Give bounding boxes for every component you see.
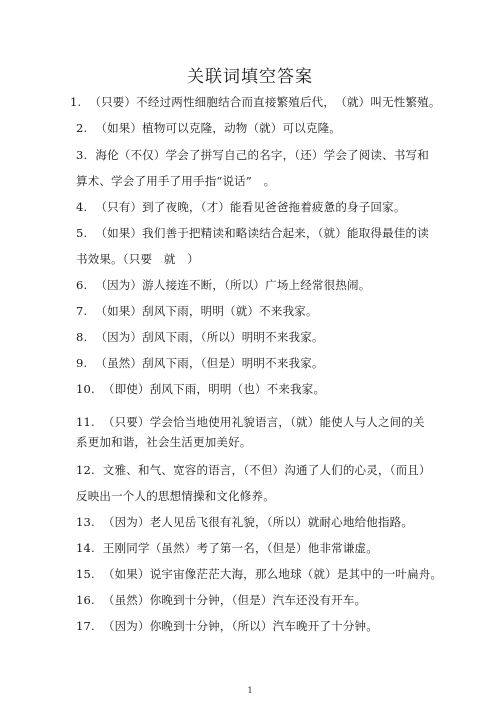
item-text: （只要）学会恰当地使用礼貌语言，（就）能使人与人之间的关 xyxy=(102,415,425,429)
list-item xyxy=(76,592,366,608)
item-number: 6. xyxy=(76,278,88,292)
list-item xyxy=(76,566,442,582)
item-number: 1. xyxy=(70,95,82,109)
item-number: 12. xyxy=(76,463,95,477)
item-text: （只有）到了夜晚，（才）能看见爸爸拖着疲惫的身子回家。 xyxy=(95,200,406,214)
item-text: （如果）说宇宙像茫茫大海，那么地球（就）是其中的一叶扁舟。 xyxy=(102,567,443,581)
item-text: （只要）不经过两性细胞结合而直接繁殖后代， （就）叫无性繁殖。 xyxy=(89,95,441,109)
item-number: 11. xyxy=(76,415,95,429)
item-number: 16. xyxy=(76,593,95,607)
item-number: 5. xyxy=(76,226,88,240)
item-text: （因为）老人见岳飞很有礼貌，（所以）就耐心地给他指路。 xyxy=(102,515,414,529)
item-text: （如果）我们善于把精读和略读结合起来，（就）能取得最佳的读 xyxy=(95,226,429,240)
item-number: 4. xyxy=(76,200,88,214)
list-item xyxy=(76,355,324,371)
list-item-continuation: 算术、学会了用手了用手指“说话” 。 xyxy=(76,174,276,188)
item-text: （即使）刮风下雨，明明（也）不来我家。 xyxy=(102,382,326,396)
item-number: 10. xyxy=(76,382,95,396)
item-number: 2. xyxy=(76,121,88,135)
list-item xyxy=(76,277,370,293)
list-item xyxy=(76,120,341,136)
list-item xyxy=(76,329,324,345)
list-item xyxy=(76,199,406,215)
list-item-continuation: 系更加和谐，社会生活更加美好。 xyxy=(76,435,252,449)
list-item xyxy=(76,540,378,556)
item-number: 14. xyxy=(76,541,95,555)
item-text: （如果）植物可以克隆，动物（就）可以克隆。 xyxy=(95,121,342,135)
list-item xyxy=(76,414,425,430)
item-text: （虽然）刮风下雨，（但是）明明不来我家。 xyxy=(95,356,324,370)
list-item xyxy=(76,462,431,478)
list-item xyxy=(76,514,413,530)
item-number: 7. xyxy=(76,304,88,318)
item-number: 3. xyxy=(76,148,88,162)
list-item-continuation: 反映出一个人的思想情操和文化修养。 xyxy=(76,489,275,503)
item-number: 13. xyxy=(76,515,95,529)
page-title: 关联词填空答案 xyxy=(187,67,313,87)
list-item xyxy=(76,303,318,319)
item-text: （如果）刮风下雨，明明（就）不来我家。 xyxy=(95,304,318,318)
item-text: 海伦（不仅）学会了拼写自己的名字，（还）学会了阅读、书写和 xyxy=(95,148,429,162)
list-item xyxy=(76,225,429,241)
page-number: 1 xyxy=(247,686,253,695)
list-item xyxy=(76,147,429,163)
list-item xyxy=(76,381,325,397)
item-text: 王刚同学（虽然）考了第一名，（但是）他非常谦虚。 xyxy=(102,541,378,555)
item-text: 文雅、和气、宽容的语言，（不但）沟通了人们的心灵，（而且） xyxy=(102,463,431,477)
list-item xyxy=(76,618,378,634)
list-item xyxy=(70,94,441,110)
item-number: 15. xyxy=(76,567,95,581)
item-text: （因为）游人接连不断，（所以）广场上经常很热闹。 xyxy=(95,278,371,292)
list-item-continuation: 书效果。（只要 就 ） xyxy=(76,252,199,266)
item-text: （因为）刮风下雨，（所以）明明不来我家。 xyxy=(95,330,324,344)
item-number: 9. xyxy=(76,356,88,370)
item-number: 17. xyxy=(76,619,95,633)
item-number: 8. xyxy=(76,330,88,344)
item-text: （因为）你晚到十分钟，（所以）汽车晚开了十分钟。 xyxy=(102,619,378,633)
item-text: （虽然）你晚到十分钟，（但是）汽车还没有开车。 xyxy=(102,593,367,607)
